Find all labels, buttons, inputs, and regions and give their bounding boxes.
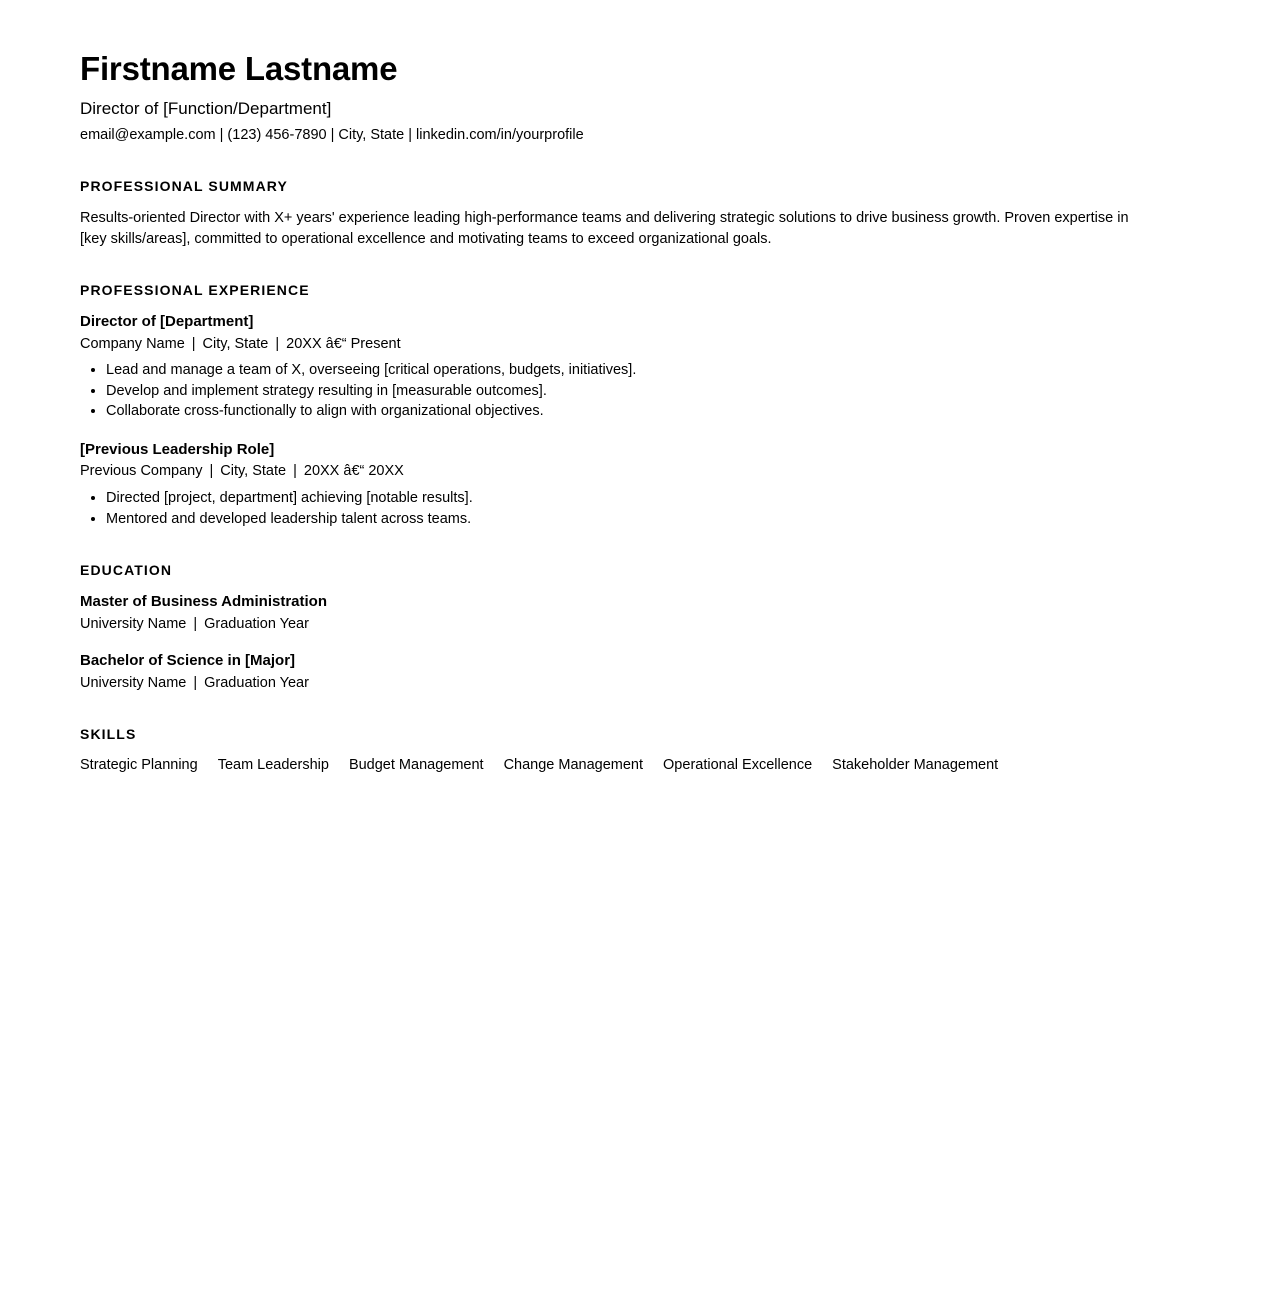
experience-bullet-list bbox=[80, 360, 1152, 422]
section-skills bbox=[80, 726, 1152, 776]
resume-content bbox=[80, 50, 1152, 776]
section-heading-summary: PROFESSIONAL SUMMARY bbox=[80, 178, 288, 195]
experience-meta bbox=[80, 335, 1152, 355]
candidate-headline: Director of [Function/Department] bbox=[80, 98, 332, 118]
experience-entry bbox=[80, 440, 1152, 529]
experience-bullet: • Mentored and developed leadership talent across teams. bbox=[106, 509, 1152, 530]
skills-list bbox=[80, 756, 1152, 776]
meta-separator: | bbox=[293, 463, 297, 480]
education-meta bbox=[80, 615, 1152, 635]
section-professional-summary bbox=[80, 178, 1152, 249]
section-heading-education: EDUCATION bbox=[80, 562, 173, 579]
skill-item: Team Leadership bbox=[217, 757, 329, 774]
summary-text: Results-oriented Director with X+ years' experience leading high-performance teams and delivering strategic solutions to drive business growth. Proven expertise in [key skills/areas], committed to operational excellence and motivating teams to exceed organizational goals. bbox=[80, 210, 1129, 247]
education-entry bbox=[80, 651, 1152, 693]
candidate-name: Firstname Lastname bbox=[80, 50, 398, 87]
education-school: University Name bbox=[80, 674, 187, 691]
experience-company: Company Name bbox=[80, 335, 185, 352]
meta-separator: | bbox=[209, 463, 214, 480]
section-heading-skills: SKILLS bbox=[80, 726, 137, 743]
education-school: University Name bbox=[80, 615, 187, 632]
experience-bullet: • Collaborate cross-functionally to align with organizational objectives. bbox=[106, 401, 1152, 422]
experience-meta bbox=[80, 462, 1152, 482]
experience-dates: 20XX â€“ 20XX bbox=[303, 463, 404, 480]
experience-job-title: Director of [Department] bbox=[80, 313, 254, 331]
section-education bbox=[80, 562, 1152, 693]
meta-separator: | bbox=[193, 615, 198, 632]
skill-item: Operational Excellence bbox=[663, 757, 813, 774]
skill-item: Budget Management bbox=[348, 757, 484, 774]
resume-header bbox=[80, 50, 1152, 145]
contact-line: email@example.com | (123) 456-7890 | City, State | linkedin.com/in/yourprofile bbox=[80, 127, 584, 144]
meta-separator: | bbox=[275, 335, 280, 352]
experience-location: City, State bbox=[220, 463, 287, 480]
experience-bullet-list bbox=[80, 488, 1152, 529]
skill-item: Stakeholder Management bbox=[832, 757, 999, 774]
experience-bullet: • Directed [project, department] achieving [notable results]. bbox=[106, 488, 1152, 509]
section-professional-experience bbox=[80, 282, 1152, 529]
meta-separator: | bbox=[193, 674, 198, 691]
education-degree: Bachelor of Science in [Major] bbox=[80, 652, 296, 670]
education-year: Graduation Year bbox=[204, 674, 309, 691]
experience-dates: 20XX â€“ Present bbox=[286, 335, 401, 352]
experience-bullet: • Lead and manage a team of X, overseeing [critical operations, budgets, initiatives]. bbox=[106, 360, 1152, 381]
experience-bullet: • Develop and implement strategy resulting in [measurable outcomes]. bbox=[106, 381, 1152, 402]
experience-entry bbox=[80, 312, 1152, 422]
experience-location: City, State bbox=[202, 335, 269, 352]
skill-item: Change Management bbox=[503, 757, 644, 774]
experience-job-title: [Previous Leadership Role] bbox=[80, 440, 275, 458]
meta-separator: | bbox=[191, 335, 196, 352]
experience-company: Previous Company bbox=[80, 463, 203, 480]
section-heading-experience: PROFESSIONAL EXPERIENCE bbox=[80, 282, 310, 299]
education-year: Graduation Year bbox=[204, 615, 309, 632]
education-meta bbox=[80, 674, 1152, 694]
skill-item: Strategic Planning bbox=[80, 757, 198, 774]
education-entry bbox=[80, 592, 1152, 634]
education-degree: Master of Business Administration bbox=[80, 593, 327, 611]
